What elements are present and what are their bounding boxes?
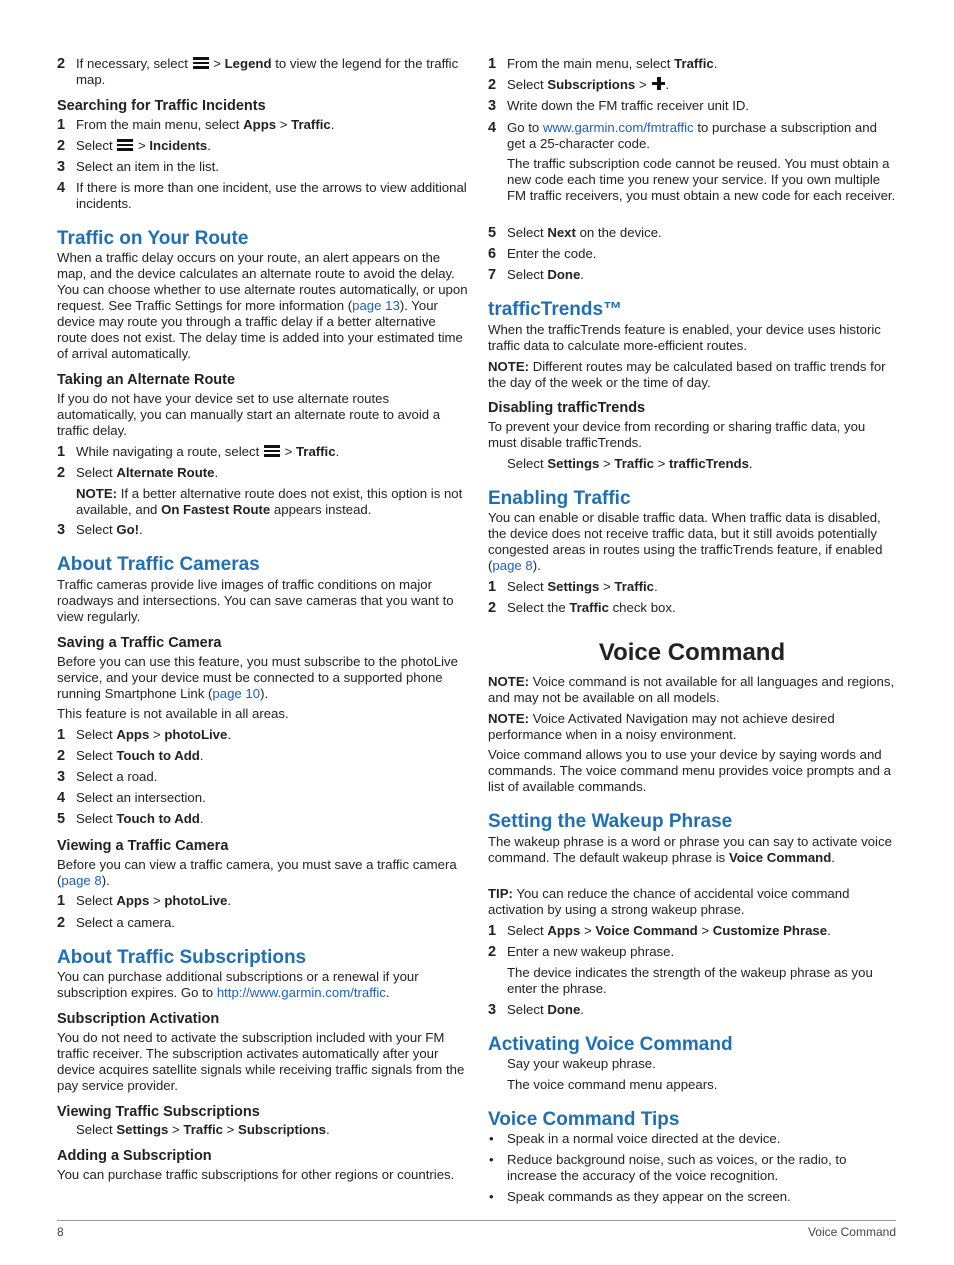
footer-section-title: Voice Command xyxy=(807,1225,896,1239)
step: 2 Select Touch to Add. xyxy=(57,748,204,764)
heading-viewing-subscriptions: Viewing Traffic Subscriptions xyxy=(57,1104,260,1120)
paragraph: You can enable or disable traffic data. When traffic data is disabled, the device does not receive traffic data, but it still avoids potentially congested areas in routes using the trafficTrends feature, if enabled (page 8). xyxy=(488,510,883,573)
heading-disabling-traffictrends: Disabling trafficTrends xyxy=(488,400,646,416)
paragraph: If you do not have your device set to use alternate routes automatically, you can manually start an alternate route to avoid a traffic delay. xyxy=(57,391,441,438)
step: 3 Select a road. xyxy=(57,769,158,785)
step: 1 From the main menu, select Traffic. xyxy=(488,56,718,72)
step: 2 Select > Incidents. xyxy=(57,138,211,154)
heading-wakeup-phrase: Setting the Wakeup Phrase xyxy=(488,811,733,832)
step: 2 Select Subscriptions > . xyxy=(488,77,669,93)
step: 3 Write down the FM traffic receiver unit ID. xyxy=(488,98,750,114)
footer-divider xyxy=(57,1220,896,1221)
step: 1 From the main menu, select Apps > Traffic. xyxy=(57,117,335,133)
chapter-title: Voice Command xyxy=(598,639,786,666)
paragraph: To prevent your device from recording or sharing traffic data, you must disable trafficTrends. xyxy=(488,419,866,450)
step: 5 Select Next on the device. xyxy=(488,225,662,241)
note: The device indicates the strength of the wakeup phrase as you enter the phrase. xyxy=(507,965,873,996)
instruction: Select Settings > Traffic > Subscriptions. xyxy=(76,1122,330,1137)
bullet-item: • Speak in a normal voice directed at the device. xyxy=(489,1131,781,1146)
paragraph: When the trafficTrends feature is enabled, your device uses historic traffic data to calculate more-efficient routes. xyxy=(488,322,881,353)
step: 4 Go to www.garmin.com/fmtraffic to purchase a subscription and get a 25-character code. xyxy=(488,120,877,151)
menu-icon xyxy=(193,57,209,69)
heading-traffic-subscriptions: About Traffic Subscriptions xyxy=(57,947,307,968)
paragraph: The wakeup phrase is a word or phrase you can say to activate voice command. The default wakeup phrase is Voice Command. xyxy=(488,834,892,865)
paragraph: Before you can view a traffic camera, you must save a traffic camera (page 8). xyxy=(57,857,457,888)
menu-icon xyxy=(264,445,280,457)
step: 4 Select an intersection. xyxy=(57,790,206,806)
step: 1 Select Settings > Traffic. xyxy=(488,579,658,595)
step: 3 Select Done. xyxy=(488,1002,584,1018)
paragraph: Voice command allows you to use your device by saying words and commands. The voice command menu provides voice prompts and a list of available commands. xyxy=(488,747,891,794)
fmtraffic-link[interactable]: www.garmin.com/fmtraffic xyxy=(542,120,694,135)
instruction: Say your wakeup phrase. xyxy=(507,1056,656,1071)
paragraph: Before you can use this feature, you must subscribe to the photoLive service, and your device must be connected to a supported phone running Smartphone Link (page 10). xyxy=(57,654,458,701)
heading-traffictrends: trafficTrends™ xyxy=(488,299,623,320)
menu-icon xyxy=(117,139,133,151)
step: 3 Select an item in the list. xyxy=(57,159,219,175)
step: 1 Select Apps > photoLive. xyxy=(57,893,232,909)
heading-adding-subscription: Adding a Subscription xyxy=(57,1148,212,1164)
page-number: 8 xyxy=(57,1225,64,1239)
heading-saving-camera: Saving a Traffic Camera xyxy=(57,635,222,651)
step: 4 If there is more than one incident, use the arrows to view additional incidents. xyxy=(57,180,467,211)
step-legend: 2 If necessary, select > Legend to view the legend for the traffic map. xyxy=(57,56,459,87)
step: 2 Select the Traffic check box. xyxy=(488,600,676,616)
bullet-item: • Speak commands as they appear on the screen. xyxy=(489,1189,791,1204)
heading-subscription-activation: Subscription Activation xyxy=(57,1011,220,1027)
tip: TIP: You can reduce the chance of accidental voice command activation by using a strong wakeup phrase. xyxy=(488,886,850,917)
step: 7 Select Done. xyxy=(488,267,584,283)
step: 3 Select Go!. xyxy=(57,522,143,538)
heading-enabling-traffic: Enabling Traffic xyxy=(488,488,631,509)
instruction: Select Settings > Traffic > trafficTrends. xyxy=(507,456,753,471)
bullet-item: • Reduce background noise, such as voices, or the radio, to increase the accuracy of the voice recognition. xyxy=(489,1152,847,1183)
step: 2 Select Alternate Route. xyxy=(57,465,219,481)
note: The traffic subscription code cannot be reused. You must obtain a new code each time you renew your service. If you own multiple FM traffic receivers, you must obtain a new code for each receiver. xyxy=(507,156,896,203)
plus-icon xyxy=(652,77,665,90)
step: 5 Select Touch to Add. xyxy=(57,811,204,827)
heading-voice-tips: Voice Command Tips xyxy=(488,1109,680,1130)
step: 6 Enter the code. xyxy=(488,246,597,262)
page-link[interactable]: page 8 xyxy=(492,558,533,573)
heading-traffic-on-route: Traffic on Your Route xyxy=(57,228,249,249)
step: 1 Select Apps > Voice Command > Customize Phrase. xyxy=(488,923,831,939)
heading-searching-incidents: Searching for Traffic Incidents xyxy=(57,98,266,114)
result: The voice command menu appears. xyxy=(507,1077,718,1092)
heading-activating-voice: Activating Voice Command xyxy=(488,1034,733,1055)
note: NOTE: Voice Activated Navigation may not achieve desired performance when in a noisy environment. xyxy=(488,711,835,742)
page-link[interactable]: page 10 xyxy=(212,686,261,701)
paragraph: You can purchase additional subscriptions or a renewal if your subscription expires. Go to http://www.garmin.com/traffic. xyxy=(57,969,419,1000)
paragraph: When a traffic delay occurs on your route, an alert appears on the map, and the device calculates an alternate route to avoid the delay. You can choose whether to use alternate routes automatically, or upon request. See Traffic Settings for more information (page 13). Your device may route you through a traffic delay if a better alternative route does not exist. The delay time is added into your estimated time of arrival automatically. xyxy=(57,250,468,361)
step: 1 Select Apps > photoLive. xyxy=(57,727,232,743)
note: NOTE: Voice command is not available for all languages and regions, and may not be available on all models. xyxy=(488,674,895,705)
note: NOTE: Different routes may be calculated based on traffic trends for the day of the week or the time of day. xyxy=(488,359,886,390)
page-link[interactable]: page 13 xyxy=(352,298,400,313)
paragraph: This feature is not available in all areas. xyxy=(57,706,289,721)
paragraph: You do not need to activate the subscription included with your FM traffic receiver. The subscription activates automatically after your device acquires satellite signals while receiving traffic signals from the pay service provider. xyxy=(57,1030,465,1093)
paragraph: You can purchase traffic subscriptions for other regions or countries. xyxy=(57,1167,455,1182)
page-link[interactable]: page 8 xyxy=(61,873,102,888)
paragraph: Traffic cameras provide live images of traffic conditions on major roadways and intersections. You can save cameras that you want to view regularly. xyxy=(57,577,454,624)
step: 2 Select a camera. xyxy=(57,915,175,931)
note: NOTE: If a better alternative route does not exist, this option is not available, and On Fastest Route appears instead. xyxy=(76,486,463,517)
step: 1 While navigating a route, select > Traffic. xyxy=(57,444,340,460)
garmin-traffic-link[interactable]: http://www.garmin.com/traffic xyxy=(216,985,386,1000)
heading-viewing-camera: Viewing a Traffic Camera xyxy=(57,838,229,854)
heading-traffic-cameras: About Traffic Cameras xyxy=(57,554,260,575)
step: 2 Enter a new wakeup phrase. xyxy=(488,944,675,960)
heading-alternate-route: Taking an Alternate Route xyxy=(57,372,236,388)
